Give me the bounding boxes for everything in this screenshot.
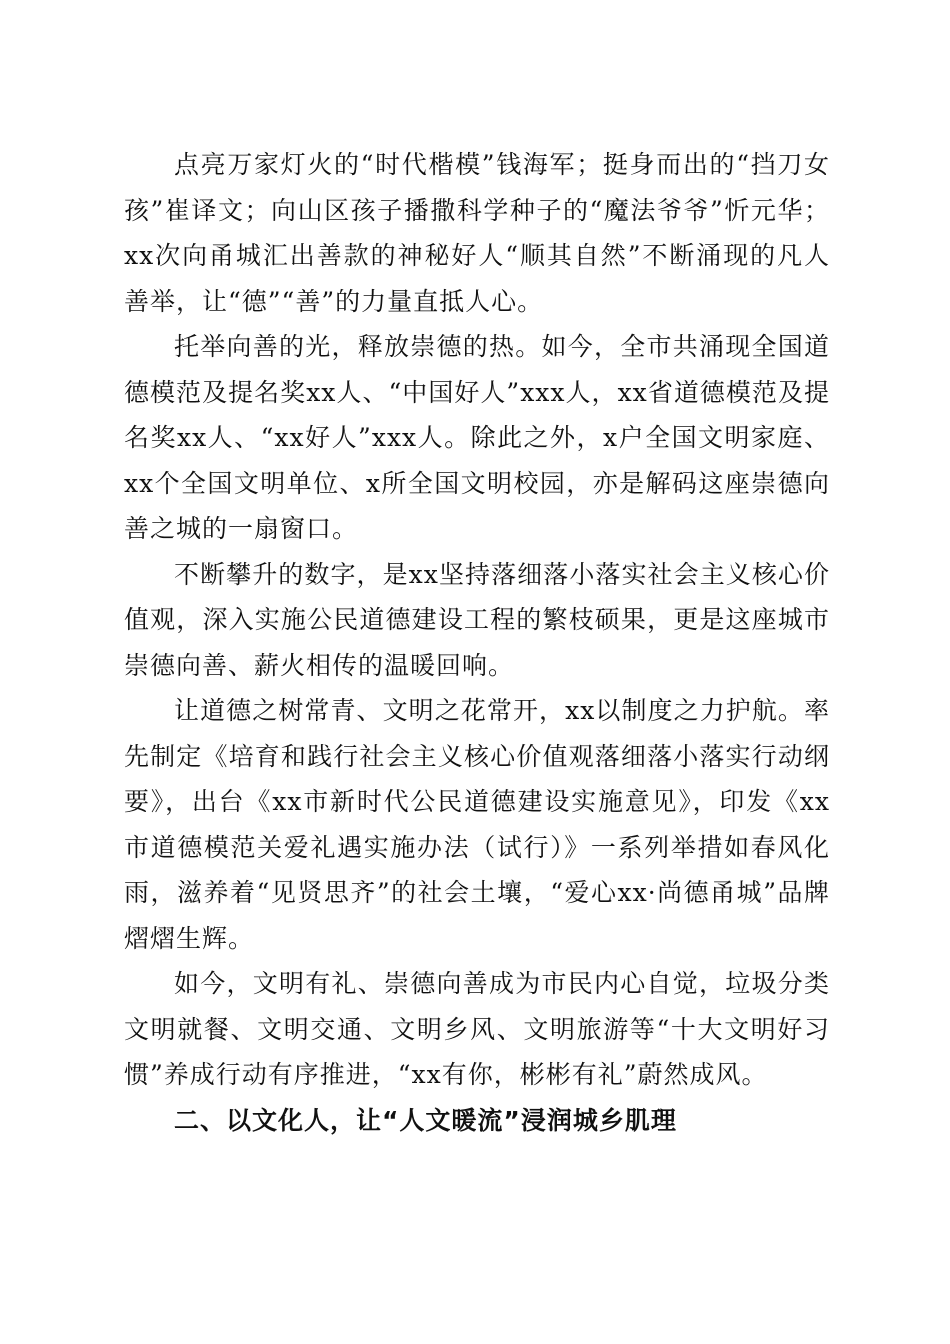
paragraph-5: 如今，文明有礼、崇德向善成为市民内心自觉，垃圾分类文明就餐、文明交通、文明乡风、文明旅游等“十大文明好习惯”养成行动有序推进，“xx有你，彬彬有礼”蔚然成风。 [124,969,830,1089]
paragraph-3: 不断攀升的数字，是xx坚持落细落小落实社会主义核心价值观，深入实施公民道德建设工程的繁枝硕果，更是这座城市崇德向善、薪火相传的温暖回响。 [124,559,830,680]
paragraph-2: 托举向善的光，释放崇德的热。如今，全市共涌现全国道德模范及提名奖xx人、“中国好人”xxx人，xx省道德模范及提名奖xx人、“xx好人”xxx人。除此之外，x户全国文明家庭、xx个全国文明单位、x所全国文明校园，亦是解码这座崇德向善之城的一扇窗口。 [124,332,830,543]
paragraph-1: 点亮万家灯火的“时代楷模”钱海军；挺身而出的“挡刀女孩”崔译文；向山区孩子播撒科学种子的“魔法爷爷”忻元华；xx次向甬城汇出善款的神秘好人“顺其自然”不断涌现的凡人善举，让“德”“善”的力量直抵人心。 [124,150,830,316]
paragraph-4: 让道德之树常青、文明之花常开，xx以制度之力护航。率先制定《培育和践行社会主义核心价值观落细落小落实行动纲要》，出台《xx市新时代公民道德建设实施意见》，印发《xx市道德模范关爱礼遇实施办法（试行）》一系列举措如春风化雨，滋养着“见贤思齐”的社会土壤，“爱心xx·尚德甬城”品牌熠熠生辉。 [124,696,830,953]
section-heading: 二、以文化人，让“人文暖流”浸润城乡肌理 [174,1105,677,1135]
document-body [124,142,830,1143]
